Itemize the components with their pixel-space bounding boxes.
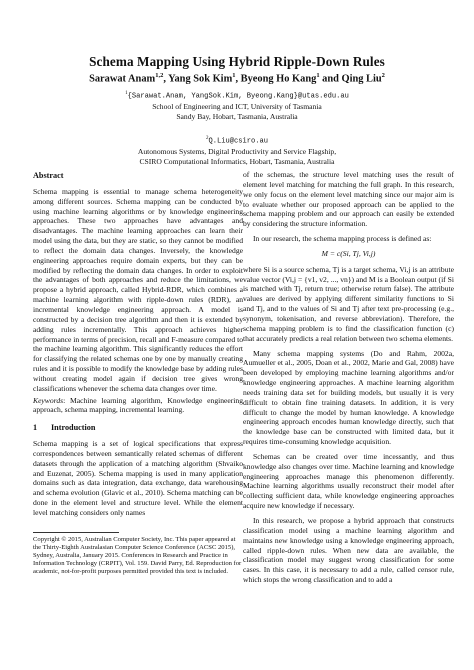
copyright-footnote: Copyright © 2015, Australian Computer Society, Inc. This paper appeared at the Thirty-Eighth Australasian Computer Science Conference (ACSC 2015), Sydney, Australia, January 2015. Conferences in Research and Practice in Information Technology (CRPIT), Vol. 159. David Parry, Ed. Reproduction for academic, not-for-profit purposes permitted provided this text is included. bbox=[33, 535, 242, 576]
author-affil-mark: 2 bbox=[381, 72, 385, 79]
affiliation-1 bbox=[0, 89, 474, 122]
affil-line: School of Engineering and ICT, University of Tasmania bbox=[152, 101, 322, 111]
body-paragraph: of the schemas, the structure level matching uses the result of element level matching for matching the full graph. In this research, we only focus on the element level matching since our major aim is to evaluate whether our proposed approach can be applied to the schema mapping problem and our approach can easily be extended by considering the structure information. bbox=[243, 170, 454, 229]
abstract-text: Schema mapping is essential to manage schema heterogeneity among different sources. Schema mapping can be conducted by using machine learning algorithms or by knowledge engineering approaches. These two approaches have advantages and disadvantages. The machine learning approaches can learn their model using the data, but they are static, so they cannot be modified to reflect the domain data changes. Inversely, the knowledge engineering approaches require domain experts, but they can be modified by reflecting the domain data changes. In order to exploit the advantages of both approaches and reduce the limitations, we propose a hybrid approach, called Hybrid-RDR, which combines a machine learning algorithm with ripple-down rules (RDR), an incremental knowledge engineering approach. A model is constructed by a decision tree algorithm and then it is extended by adding rules incrementally. This approach achieves higher performance in terms of precision, recall and F-measure compared to the machine learning algorithm. This significantly reduces the effort for classifying the related schemas one by one by manually creating rules and it is possible to modify the knowledge base by adding rules without creating model again if decision tree gives wrong classifications whenever the schema data changes over time. bbox=[33, 186, 244, 393]
author-affil-mark: 1 bbox=[232, 72, 236, 79]
keywords-label: Keywords bbox=[33, 395, 64, 405]
affil-line: CSIRO Computational Informatics, Hobart, Tasmania, Australia bbox=[139, 157, 335, 167]
author-affil-mark: 1 bbox=[316, 72, 320, 79]
author-separator: and bbox=[319, 73, 342, 85]
body-paragraph: Many schema mapping systems (Do and Rahm, 2002a, Aumueller et al., 2005, Doan et al., 2002, Marie and Gal, 2008) have been developed by employing machine learning algorithms and/or knowledge engineering approaches. A machine learning algorithm needs training data set for building models, but usually it is very difficult to obtain fine training datasets. In addition, it is very difficult to change the model by human knowledge. A knowledge engineering approach encodes human knowledge directly, such that the knowledge base can be constructed with limited data, but it requires time-consuming knowledge acquisition. bbox=[243, 348, 454, 447]
paper-title: Schema Mapping Using Hybrid Ripple-Down Rules bbox=[89, 54, 385, 69]
affiliation-2 bbox=[0, 134, 474, 167]
author-name: Byeong Ho Kang bbox=[240, 73, 317, 85]
body-paragraph: where Si is a source schema, Tj is a target schema, Vi,j is an attribute value vector (Vi,j = {v1, v2, ..., vn}) and M is a Boolean output (if Si is matched with Tj, return true; otherwise return false). The attribute values are derived by applying different similarity functions to Si and Tj, and to the values of Si and Tj after text pre-processing (e.g., synonym, tokenisation, and reverse abbreviation). Therefore, the schema mapping problem is to find the classification function (c) that accurately predicts a real relation between two schema elements. bbox=[243, 264, 454, 343]
body-paragraph: In this research, we propose a hybrid approach that constructs classification model using a machine learning algorithm and maintains new knowledge using a knowledge engineering approach, called ripple-down rules. When new data are available, the classification model may suggest wrong classification for some cases. In this case, it is necessary to add a rule, called censor rule, which stops the wrong classification and to add a bbox=[243, 516, 454, 585]
body-paragraph: In our research, the schema mapping process is defined as: bbox=[253, 234, 432, 244]
section-heading bbox=[33, 423, 243, 433]
author-email: {Sarawat.Anam, YangSok.Kim, Byeong.Kang}@utas.edu.au bbox=[127, 92, 349, 101]
right-column bbox=[243, 170, 454, 585]
author-name: Qing Liu bbox=[341, 73, 382, 85]
keywords-text: : Machine learning algorithm, Knowledge engineering approach, schema mapping, incremental learning. bbox=[33, 395, 243, 415]
affil-mark: 2 bbox=[205, 136, 209, 141]
section-title: Introduction bbox=[51, 423, 96, 433]
affil-mark: 1 bbox=[125, 91, 128, 96]
affil-line: Autonomous Systems, Digital Productivity and Service Flagship, bbox=[137, 146, 337, 156]
keywords bbox=[33, 396, 243, 416]
left-column bbox=[33, 170, 243, 576]
intro-paragraph: Schema mapping is a set of logical specifications that express correspondences between semantically related schemas of different datasets through the application of a matching algorithm (Shvaiko and Euzenat, 2005). Schema mapping is used in many application domains such as data integration, data exchange, data warehousing and schema evolution (Glavic et al., 2010). Schema matching can be done in the element level and structure level. While the element level matching considers only names bbox=[33, 439, 243, 517]
author-list bbox=[0, 72, 474, 84]
footnote-rule bbox=[33, 532, 119, 533]
author-separator: , bbox=[235, 73, 241, 85]
author-name: Yang Sok Kim bbox=[168, 73, 233, 85]
section-number: 1 bbox=[33, 423, 38, 433]
author-affil-mark: 1,2 bbox=[155, 72, 164, 79]
mapping-formula: M = c(Si, Tj, Vi,j) bbox=[321, 248, 376, 258]
author-name: Sarawat Anam bbox=[89, 73, 156, 85]
body-paragraph: Schemas can be created over time incessantly, and thus knowledge also changes over time. Machine learning and knowledge engineering approaches manage this phenomenon differently. Machine learning algorithms usually reconstruct their model after collecting sufficient data, while knowledge engineering approaches acquire new knowledge if necessary. bbox=[243, 451, 454, 511]
abstract-heading: Abstract bbox=[33, 171, 64, 180]
author-email: Q.Liu@csiro.au bbox=[208, 137, 269, 146]
affil-line: Sandy Bay, Hobart, Tasmania, Australia bbox=[176, 112, 298, 122]
author-separator: , bbox=[163, 73, 169, 85]
